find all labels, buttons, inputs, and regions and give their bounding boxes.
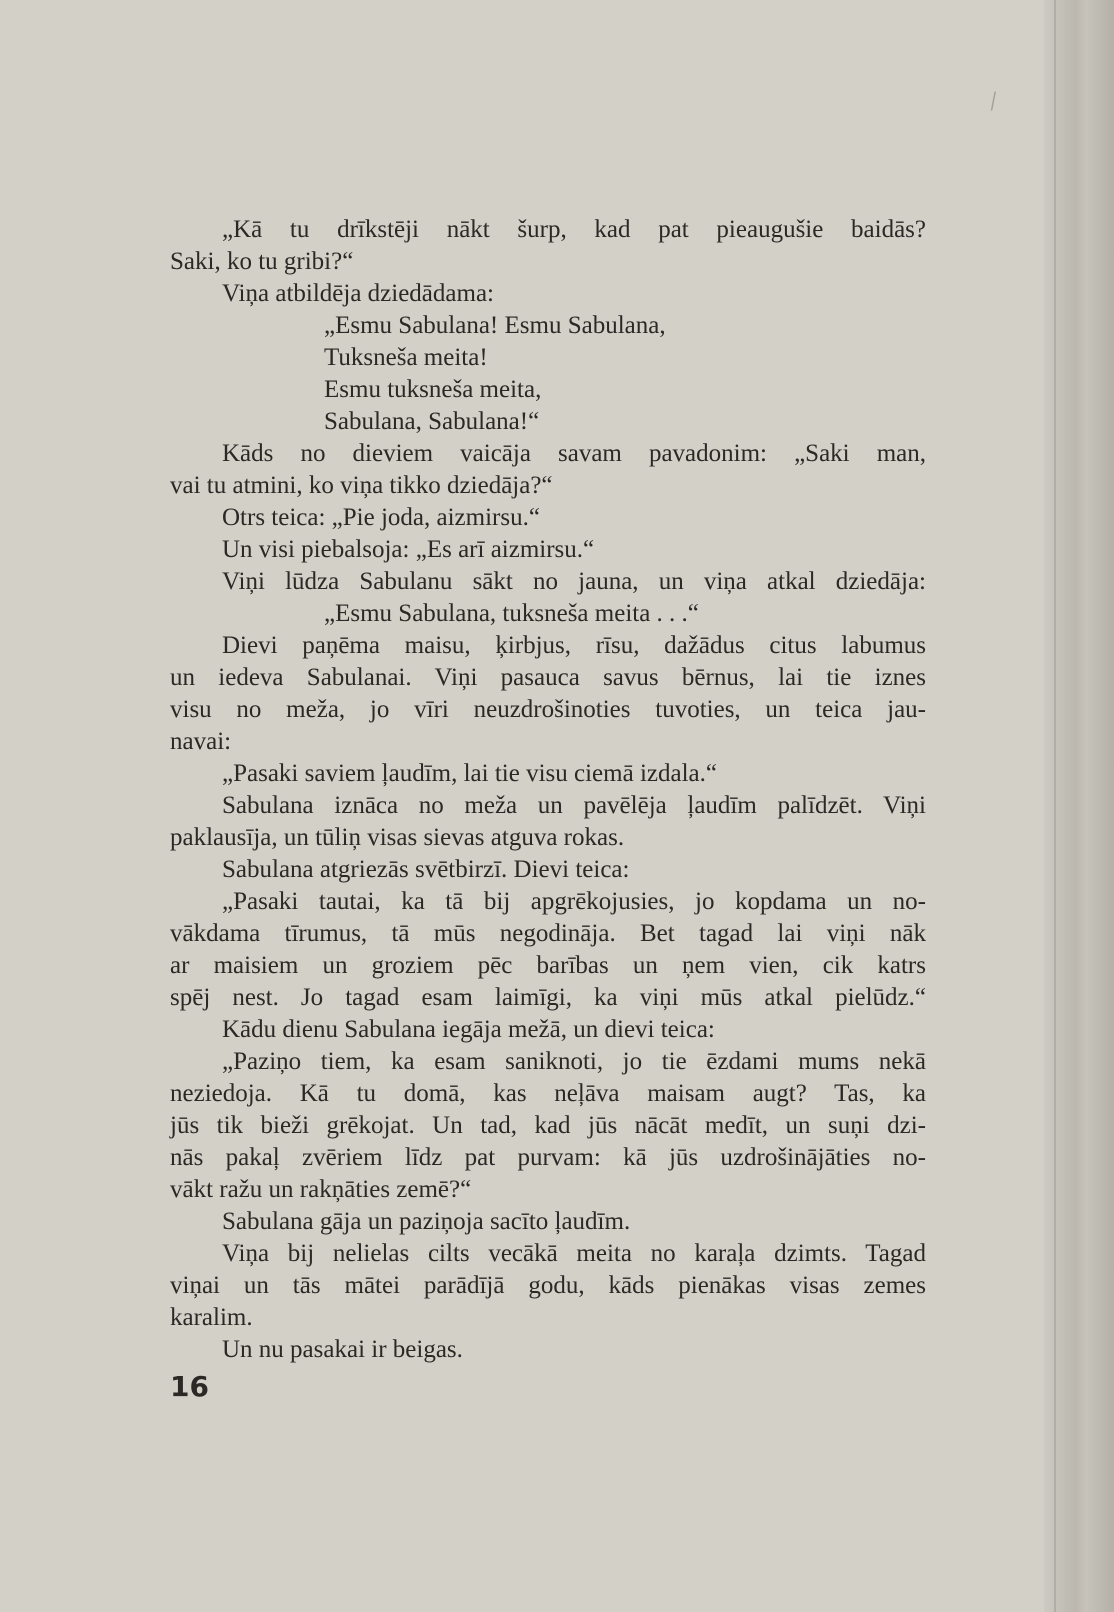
text-line: spēj nest. Jo tagad esam laimīgi, ka viņi mūs atkal pielūdz.“: [170, 984, 926, 1011]
text-line: Viņa bij nelielas cilts vecākā meita no karaļa dzimts. Tagad: [222, 1240, 926, 1267]
text-line: vākdama tīrumus, tā mūs negodināja. Bet tagad lai viņi nāk: [170, 920, 926, 947]
text-line: viņai un tās mātei parādījā godu, kāds pienākas visas zemes: [170, 1272, 926, 1299]
text-line: „Kā tu drīkstēji nākt šurp, kad pat pieaugušie baidās?: [222, 216, 926, 243]
text-line: „Pasaki tautai, ka tā bij apgrēkojusies, jo kopdama un no-: [222, 888, 926, 915]
poem-line: „Esmu Sabulana, tuksneša meita . . .“: [324, 600, 699, 627]
text-line: Otrs teica: „Pie joda, aizmirsu.“: [222, 504, 540, 531]
text-line: Kādu dienu Sabulana iegāja mežā, un dievi teica:: [222, 1016, 715, 1043]
text-line: visu no meža, jo vīri neuzdrošinoties tuvoties, un teica jau-: [170, 696, 926, 723]
poem-line: Tuksneša meita!: [324, 344, 488, 371]
story-text: [170, 214, 926, 1366]
poem-line: Sabulana, Sabulana!“: [324, 408, 540, 435]
text-line: Un visi piebalsoja: „Es arī aizmirsu.“: [222, 536, 595, 563]
text-line: Viņi lūdza Sabulanu sākt no jauna, un viņa atkal dziedāja:: [222, 568, 926, 595]
text-line: Dievi paņēma maisu, ķirbjus, rīsu, dažādus citus labumus: [222, 632, 926, 659]
poem-line: „Esmu Sabulana! Esmu Sabulana,: [324, 312, 666, 339]
text-line: Sabulana atgriezās svētbirzī. Dievi teica:: [222, 856, 630, 883]
text-line: Saki, ko tu gribi?“: [170, 248, 354, 275]
text-line: vai tu atmini, ko viņa tikko dziedāja?“: [170, 472, 553, 499]
text-line: karalim.: [170, 1304, 253, 1331]
text-line: ar maisiem un groziem pēc barības un ņem vien, cik katrs: [170, 952, 926, 979]
text-line: navai:: [170, 728, 232, 755]
poem-line: Esmu tuksneša meita,: [324, 376, 542, 403]
text-line: Un nu pasakai ir beigas.: [222, 1336, 463, 1363]
pencil-mark-icon: ⁄: [988, 90, 1001, 115]
text-line: jūs tik bieži grēkojat. Un tad, kad jūs nācāt medīt, un suņi dzi-: [170, 1112, 926, 1139]
text-line: „Paziņo tiem, ka esam saniknoti, jo tie ēzdami mums nekā: [222, 1048, 926, 1075]
text-line: vākt ražu un rakņāties zemē?“: [170, 1176, 472, 1203]
text-line: Viņa atbildēja dziedādama:: [222, 280, 494, 307]
text-line: „Pasaki saviem ļaudīm, lai tie visu ciemā izdala.“: [222, 760, 717, 787]
text-line: Sabulana iznāca no meža un pavēlēja ļaudīm palīdzēt. Viņi: [222, 792, 926, 819]
text-line: nās pakaļ zvēriem līdz pat purvam: kā jūs uzdrošinājāties no-: [170, 1144, 926, 1171]
text-line: Sabulana gāja un paziņoja sacīto ļaudīm.: [222, 1208, 631, 1235]
text-line: Kāds no dieviem vaicāja savam pavadonim: „Saki man,: [222, 440, 926, 467]
text-line: neziedoja. Kā tu domā, kas neļāva maisam augt? Tas, ka: [170, 1080, 926, 1107]
spine-edge: [1054, 0, 1056, 1612]
text-line: un iedeva Sabulanai. Viņi pasauca savus bērnus, lai tie iznes: [170, 664, 926, 691]
page-number: 16: [170, 1370, 209, 1403]
text-line: paklausīja, un tūliņ visas sievas atguva rokas.: [170, 824, 625, 851]
